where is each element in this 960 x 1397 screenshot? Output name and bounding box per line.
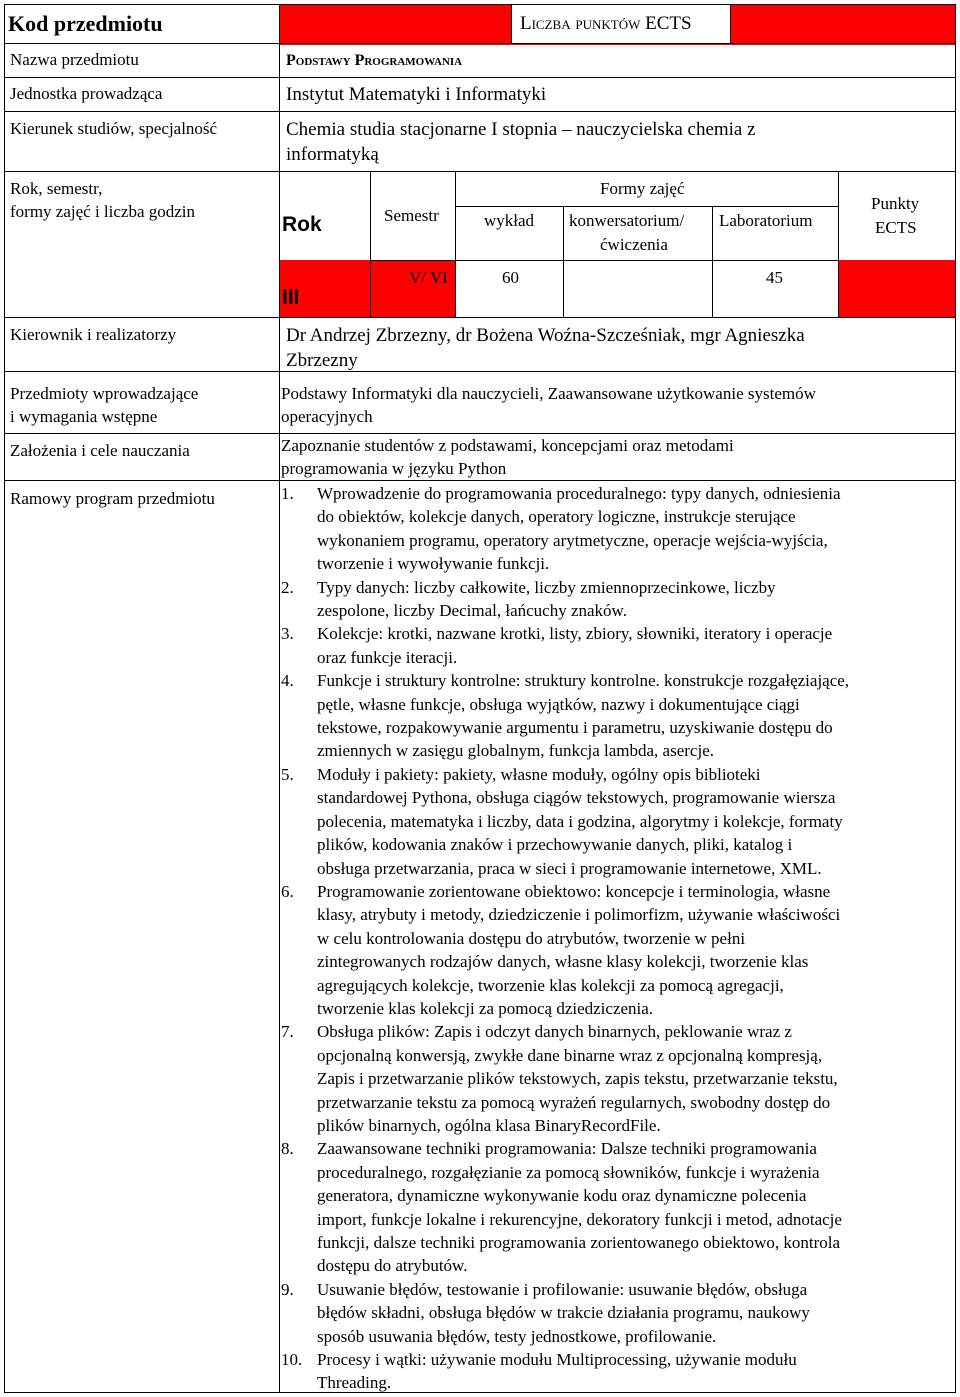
- program-item-line: Threading.: [317, 1373, 392, 1393]
- program-item: [281, 622, 953, 669]
- konwersatorium-header-2: ćwiczenia: [600, 235, 668, 254]
- ects-value-top-cell: [731, 5, 955, 43]
- program-item-number: 3.: [281, 624, 294, 644]
- program-item-line: generatora, dynamiczne wykonywanie kodu oraz dynamiczne polecenia: [317, 1186, 807, 1206]
- year-semester-label-2: formy zajęć i liczba godzin: [10, 202, 196, 221]
- program-item-line: w celu kontrolowania dostępu do atrybutów, tworzenie w pełni: [317, 928, 746, 948]
- prereq-value-2: operacyjnych: [281, 407, 373, 426]
- program-item-line: pętle, własne funkcje, obsługa wyjątków, nazwy i dokumentujące ciągi: [317, 694, 800, 714]
- program-item-line: obsługa przetwarzania, praca w sieci i programowanie internetowe, XML.: [317, 858, 822, 878]
- program-item-number: 1.: [281, 484, 294, 503]
- program-item: [281, 482, 953, 576]
- ects-points-value-cell: [838, 260, 955, 317]
- program-item-line: Usuwanie błędów, testowanie i profilowanie: usuwanie błędów, obsługa: [317, 1279, 808, 1299]
- program-item-line: do obiektów, kolekcje danych, operatory logiczne, instrukcje sterujące: [317, 507, 796, 527]
- program-label: Ramowy program przedmiotu: [10, 489, 215, 508]
- program-item-line: Typy danych: liczby całkowite, liczby zmiennoprzecinkowe, liczby: [317, 577, 776, 597]
- field-value-1: Chemia studia stacjonarne I stopnia – nauczycielska chemia z: [286, 119, 756, 140]
- program-item-line: funkcji, dalsze techniki programowania zorientowanego obiektowo, kontrola: [317, 1233, 841, 1252]
- prereq-label-1: Przedmioty wprowadzające: [10, 384, 199, 403]
- program-item-number: 2.: [281, 577, 294, 597]
- program-item-line: Zaawansowane techniki programowania: Dalsze techniki programowania: [317, 1139, 817, 1159]
- konwersatorium-header-1: konwersatorium/: [569, 211, 685, 230]
- supervisor-label: Kierownik i realizatorzy: [10, 325, 177, 344]
- program-item-line: tekstowe, rozpakowywanie argumentu i parametru, uzyskiwanie dostępu do: [317, 718, 833, 738]
- year-semester-label-1: Rok, semestr,: [10, 179, 103, 198]
- program-item: [281, 576, 953, 623]
- program-item-line: Wprowadzenie do programowania proceduralnego: typy danych, odniesienia: [317, 484, 841, 503]
- course-code-label: Kod przedmiotu: [8, 11, 163, 36]
- program-item-line: polecenia, matematyka i liczby, data i godzina, algorytmy i kolekcje, formaty: [317, 811, 843, 831]
- program-item-line: Moduły i pakiety: pakiety, własne moduły, ogólny opis biblioteki: [317, 764, 761, 784]
- course-name-label: Nazwa przedmiotu: [10, 50, 139, 69]
- goals-value-2: programowania w języku Python: [281, 459, 507, 478]
- rok-value: III: [282, 286, 300, 309]
- program-item-line: wykonaniem programu, operatory arytmetyczne, operacje wejścia-wyjścia,: [317, 530, 828, 550]
- program-item-line: tworzenie i wywoływanie funkcji.: [317, 554, 550, 574]
- program-item-line: plików binarnych, ogólna klasa BinaryRecordFile.: [317, 1115, 661, 1135]
- program-item-number: 10.: [281, 1350, 303, 1370]
- program-item-line: Zapis i przetwarzanie plików tekstowych, zapis tekstu, przetwarzanie tekstu,: [317, 1069, 838, 1089]
- program-item-line: Kolekcje: krotki, nazwane krotki, listy, zbiory, słowniki, iteratory i operacje: [317, 624, 833, 644]
- formy-zajec-header: Formy zajęć: [600, 179, 685, 198]
- program-item-line: zintegrowanych rodzajów danych, własne klasy kolekcji, tworzenie klas: [317, 952, 809, 972]
- program-item-line: Obsługa plików: Zapis i odczyt danych binarnych, peklowanie wraz z: [317, 1022, 792, 1042]
- unit-label: Jednostka prowadząca: [10, 84, 163, 103]
- rok-header: Rok: [282, 213, 322, 236]
- ects-points-header-2: ECTS: [875, 218, 917, 237]
- prereq-label-2: i wymagania wstępne: [10, 407, 158, 426]
- wyklad-header: wykład: [484, 211, 535, 230]
- program-item-line: oraz funkcje iteracji.: [317, 647, 458, 667]
- laboratorium-header: Laboratorium: [719, 211, 813, 230]
- supervisor-value-1: Dr Andrzej Zbrzezny, dr Bożena Woźna-Szcześniak, mgr Agnieszka: [286, 325, 805, 346]
- program-item-line: dostępu do atrybutów.: [317, 1256, 468, 1276]
- field-value-2: informatyką: [286, 144, 379, 165]
- program-item-number: 7.: [281, 1022, 294, 1042]
- program-item: [281, 763, 953, 880]
- program-item-line: klasy, atrybuty i metody, dziedziczenie i polimorfizm, używanie właściwości: [317, 905, 841, 925]
- program-item-number: 8.: [281, 1139, 294, 1159]
- program-item: [281, 1348, 953, 1395]
- program-item: [281, 1278, 953, 1348]
- program-item-number: 9.: [281, 1279, 294, 1299]
- program-item-line: Programowanie zorientowane obiektowo: koncepcje i terminologia, własne: [317, 881, 831, 901]
- program-item-line: zespolone, liczby Decimal, łańcuchy znaków.: [317, 601, 627, 621]
- supervisor-value-2: Zbrzezny: [286, 350, 358, 371]
- unit-value: Instytut Matematyki i Informatyki: [286, 84, 547, 105]
- program-item-line: tworzenie klas kolekcji za pomocą dziedziczenia.: [317, 998, 654, 1018]
- laboratorium-value: 45: [766, 268, 783, 287]
- program-item-line: zmiennych w zasięgu globalnym, funkcja lambda, asercje.: [317, 741, 714, 761]
- program-item: [281, 1137, 953, 1277]
- prereq-value-1: Podstawy Informatyki dla nauczycieli, Zaawansowane użytkowanie systemów: [281, 384, 816, 403]
- ects-header: Liczba punktów ECTS: [520, 13, 692, 34]
- ects-points-header-1: Punkty: [871, 194, 920, 213]
- program-item: [281, 1020, 953, 1137]
- program-item: [281, 880, 953, 1020]
- course-code-value-cell: [280, 5, 511, 43]
- program-item-number: 5.: [281, 764, 294, 784]
- goals-label: Założenia i cele nauczania: [10, 441, 190, 460]
- field-label: Kierunek studiów, specjalność: [10, 119, 218, 138]
- program-item-line: proceduralnego, rozgałęzianie za pomocą słowników, funkcje i wyrażenia: [317, 1162, 820, 1182]
- program-item-line: Procesy i wątki: używanie modułu Multiprocessing, używanie modułu: [317, 1350, 797, 1370]
- course-name-value: Podstawy Programowania: [286, 52, 463, 69]
- wyklad-value: 60: [502, 268, 519, 287]
- program-item-line: przetwarzanie tekstu za pomocą wyrażeń regularnych, swobodny dostęp do: [317, 1092, 831, 1112]
- semestr-header: Semestr: [384, 206, 439, 225]
- program-item-line: import, funkcje lokalne i rekurencyjne, dekoratory funkcji i metod, adnotacje: [317, 1209, 842, 1229]
- program-item-line: agregujących kolekcje, tworzenie klas kolekcji za pomocą agregacji,: [317, 975, 784, 995]
- semestr-value: V/ VI: [409, 268, 448, 287]
- program-list: [281, 482, 953, 1395]
- program-item-line: standardowej Pythona, obsługa ciągów tekstowych, programowanie wiersza: [317, 788, 836, 808]
- program-item-line: plików, kodowania znaków i przechowywanie danych, pliki, katalog i: [317, 835, 793, 855]
- program-item-line: błędów składni, obsługa błędów w trakcie działania programu, naukowy: [317, 1303, 810, 1323]
- program-item-line: Funkcje i struktury kontrolne: struktury kontrolne. konstrukcje rozgałęziające,: [317, 671, 850, 691]
- goals-value-1: Zapoznanie studentów z podstawami, koncepcjami oraz metodami: [281, 436, 734, 455]
- program-item-line: sposób usuwania błędów, testy jednostkowe, profilowanie.: [317, 1326, 717, 1346]
- program-item-number: 4.: [281, 671, 294, 691]
- program-item-number: 6.: [281, 881, 294, 901]
- program-item: [281, 669, 953, 763]
- program-item-line: opcjonalną konwersją, zwykłe dane binarne wraz z opcjonalną kompresją,: [317, 1045, 823, 1065]
